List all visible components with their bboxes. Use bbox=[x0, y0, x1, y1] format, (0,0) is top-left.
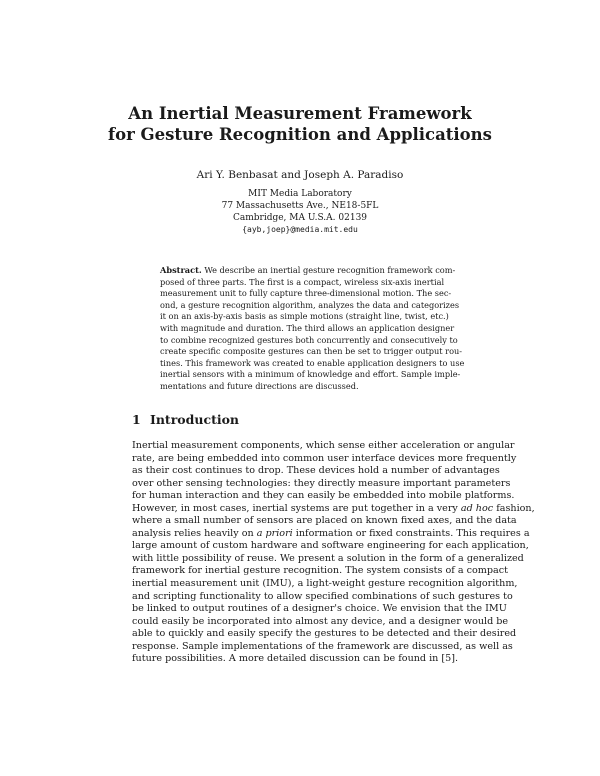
affiliation-street: 77 Massachusetts Ave., NE18-5FL bbox=[221, 201, 379, 211]
body-line: could easily be incorporated into almost any device, and a designer would be bbox=[132, 615, 509, 627]
body-line bbox=[132, 527, 530, 541]
introduction-body bbox=[132, 440, 535, 666]
abstract-line: posed of three parts. The first is a compact, wireless six-axis inertial bbox=[160, 276, 445, 287]
body-line: and scripting functionality to allow specified combinations of such gestures to bbox=[132, 590, 513, 602]
abstract-line: ond, a gesture recognition algorithm, analyzes the data and categorizes bbox=[160, 299, 460, 310]
paper-title-line-1: An Inertial Measurement Framework bbox=[128, 104, 472, 123]
body-line: able to quickly and easily specify the gestures to be detected and their desired bbox=[132, 628, 517, 640]
abstract-label: Abstract. bbox=[160, 265, 202, 275]
body-line: rate, are being embedded into common user interface devices more frequently bbox=[132, 452, 517, 464]
body-line: response. Sample implementations of the framework are discussed, as well as bbox=[132, 640, 513, 652]
abstract-line: inertial sensors with a minimum of knowledge and effort. Sample imple- bbox=[160, 369, 461, 380]
italic-a-priori: a priori bbox=[256, 527, 293, 539]
abstract-text: We describe an inertial gesture recognition framework com- bbox=[201, 265, 456, 275]
abstract-line: to combine recognized gestures both concurrently and consecutively to bbox=[160, 334, 458, 345]
abstract-line bbox=[160, 265, 456, 277]
body-line: be linked to output routines of a designer's choice. We envision that the IMU bbox=[132, 603, 507, 615]
body-line bbox=[132, 502, 535, 516]
abstract-line: tines. This framework was created to enable application designers to use bbox=[160, 357, 465, 368]
affiliation-email: {ayb,joep}@media.mit.edu bbox=[242, 225, 358, 234]
body-line: with little possibility of reuse. We present a solution in the form of a generalized bbox=[132, 552, 524, 564]
body-line: over other sensing technologies: they directly measure important parameters bbox=[132, 477, 511, 489]
abstract-line: create specific composite gestures can then be set to trigger output rou- bbox=[160, 346, 463, 357]
body-text-segment: analysis relies heavily on bbox=[132, 527, 257, 539]
body-line: as their cost continues to drop. These devices hold a number of advantages bbox=[132, 465, 500, 477]
italic-ad-hoc: ad hoc bbox=[460, 502, 494, 514]
body-line: for human interaction and they can easily be embedded into mobile platforms. bbox=[132, 490, 515, 502]
body-text-segment: information or fixed constraints. This requires a bbox=[292, 527, 530, 539]
abstract-line: mentations and future directions are discussed. bbox=[160, 380, 359, 391]
section-title: Introduction bbox=[150, 412, 240, 427]
body-line: where a small number of sensors are placed on known fixed axes, and the data bbox=[132, 515, 517, 527]
body-line: future possibilities. A more detailed discussion can be found in [5]. bbox=[132, 653, 459, 665]
section-heading bbox=[132, 412, 239, 428]
paper-title-line-2: for Gesture Recognition and Applications bbox=[108, 125, 492, 144]
affiliation-institution: MIT Media Laboratory bbox=[248, 189, 352, 199]
body-line: framework for inertial gesture recognition. The system consists of a compact bbox=[132, 565, 508, 577]
body-line: large amount of custom hardware and software engineering for each application, bbox=[132, 540, 529, 552]
affiliation-city: Cambridge, MA U.S.A. 02139 bbox=[232, 213, 368, 223]
paper-authors: Ari Y. Benbasat and Joseph A. Paradiso bbox=[196, 169, 404, 181]
body-line: Inertial measurement components, which sense either acceleration or angular bbox=[132, 440, 515, 451]
body-line: inertial measurement unit (IMU), a light-weight gesture recognition algorithm, bbox=[132, 578, 518, 590]
abstract-line: with magnitude and duration. The third allows an application designer bbox=[160, 322, 455, 333]
abstract-line: it on an axis-by-axis basis as simple motions (straight line, twist, etc.) bbox=[160, 311, 449, 322]
section-number: 1 bbox=[132, 412, 141, 427]
abstract-block bbox=[160, 265, 465, 393]
body-text-segment: fashion, bbox=[493, 502, 535, 514]
abstract-line: measurement unit to fully capture three-dimensional motion. The sec- bbox=[160, 288, 452, 299]
body-text-segment: However, in most cases, inertial systems are put together in a very bbox=[132, 502, 461, 514]
